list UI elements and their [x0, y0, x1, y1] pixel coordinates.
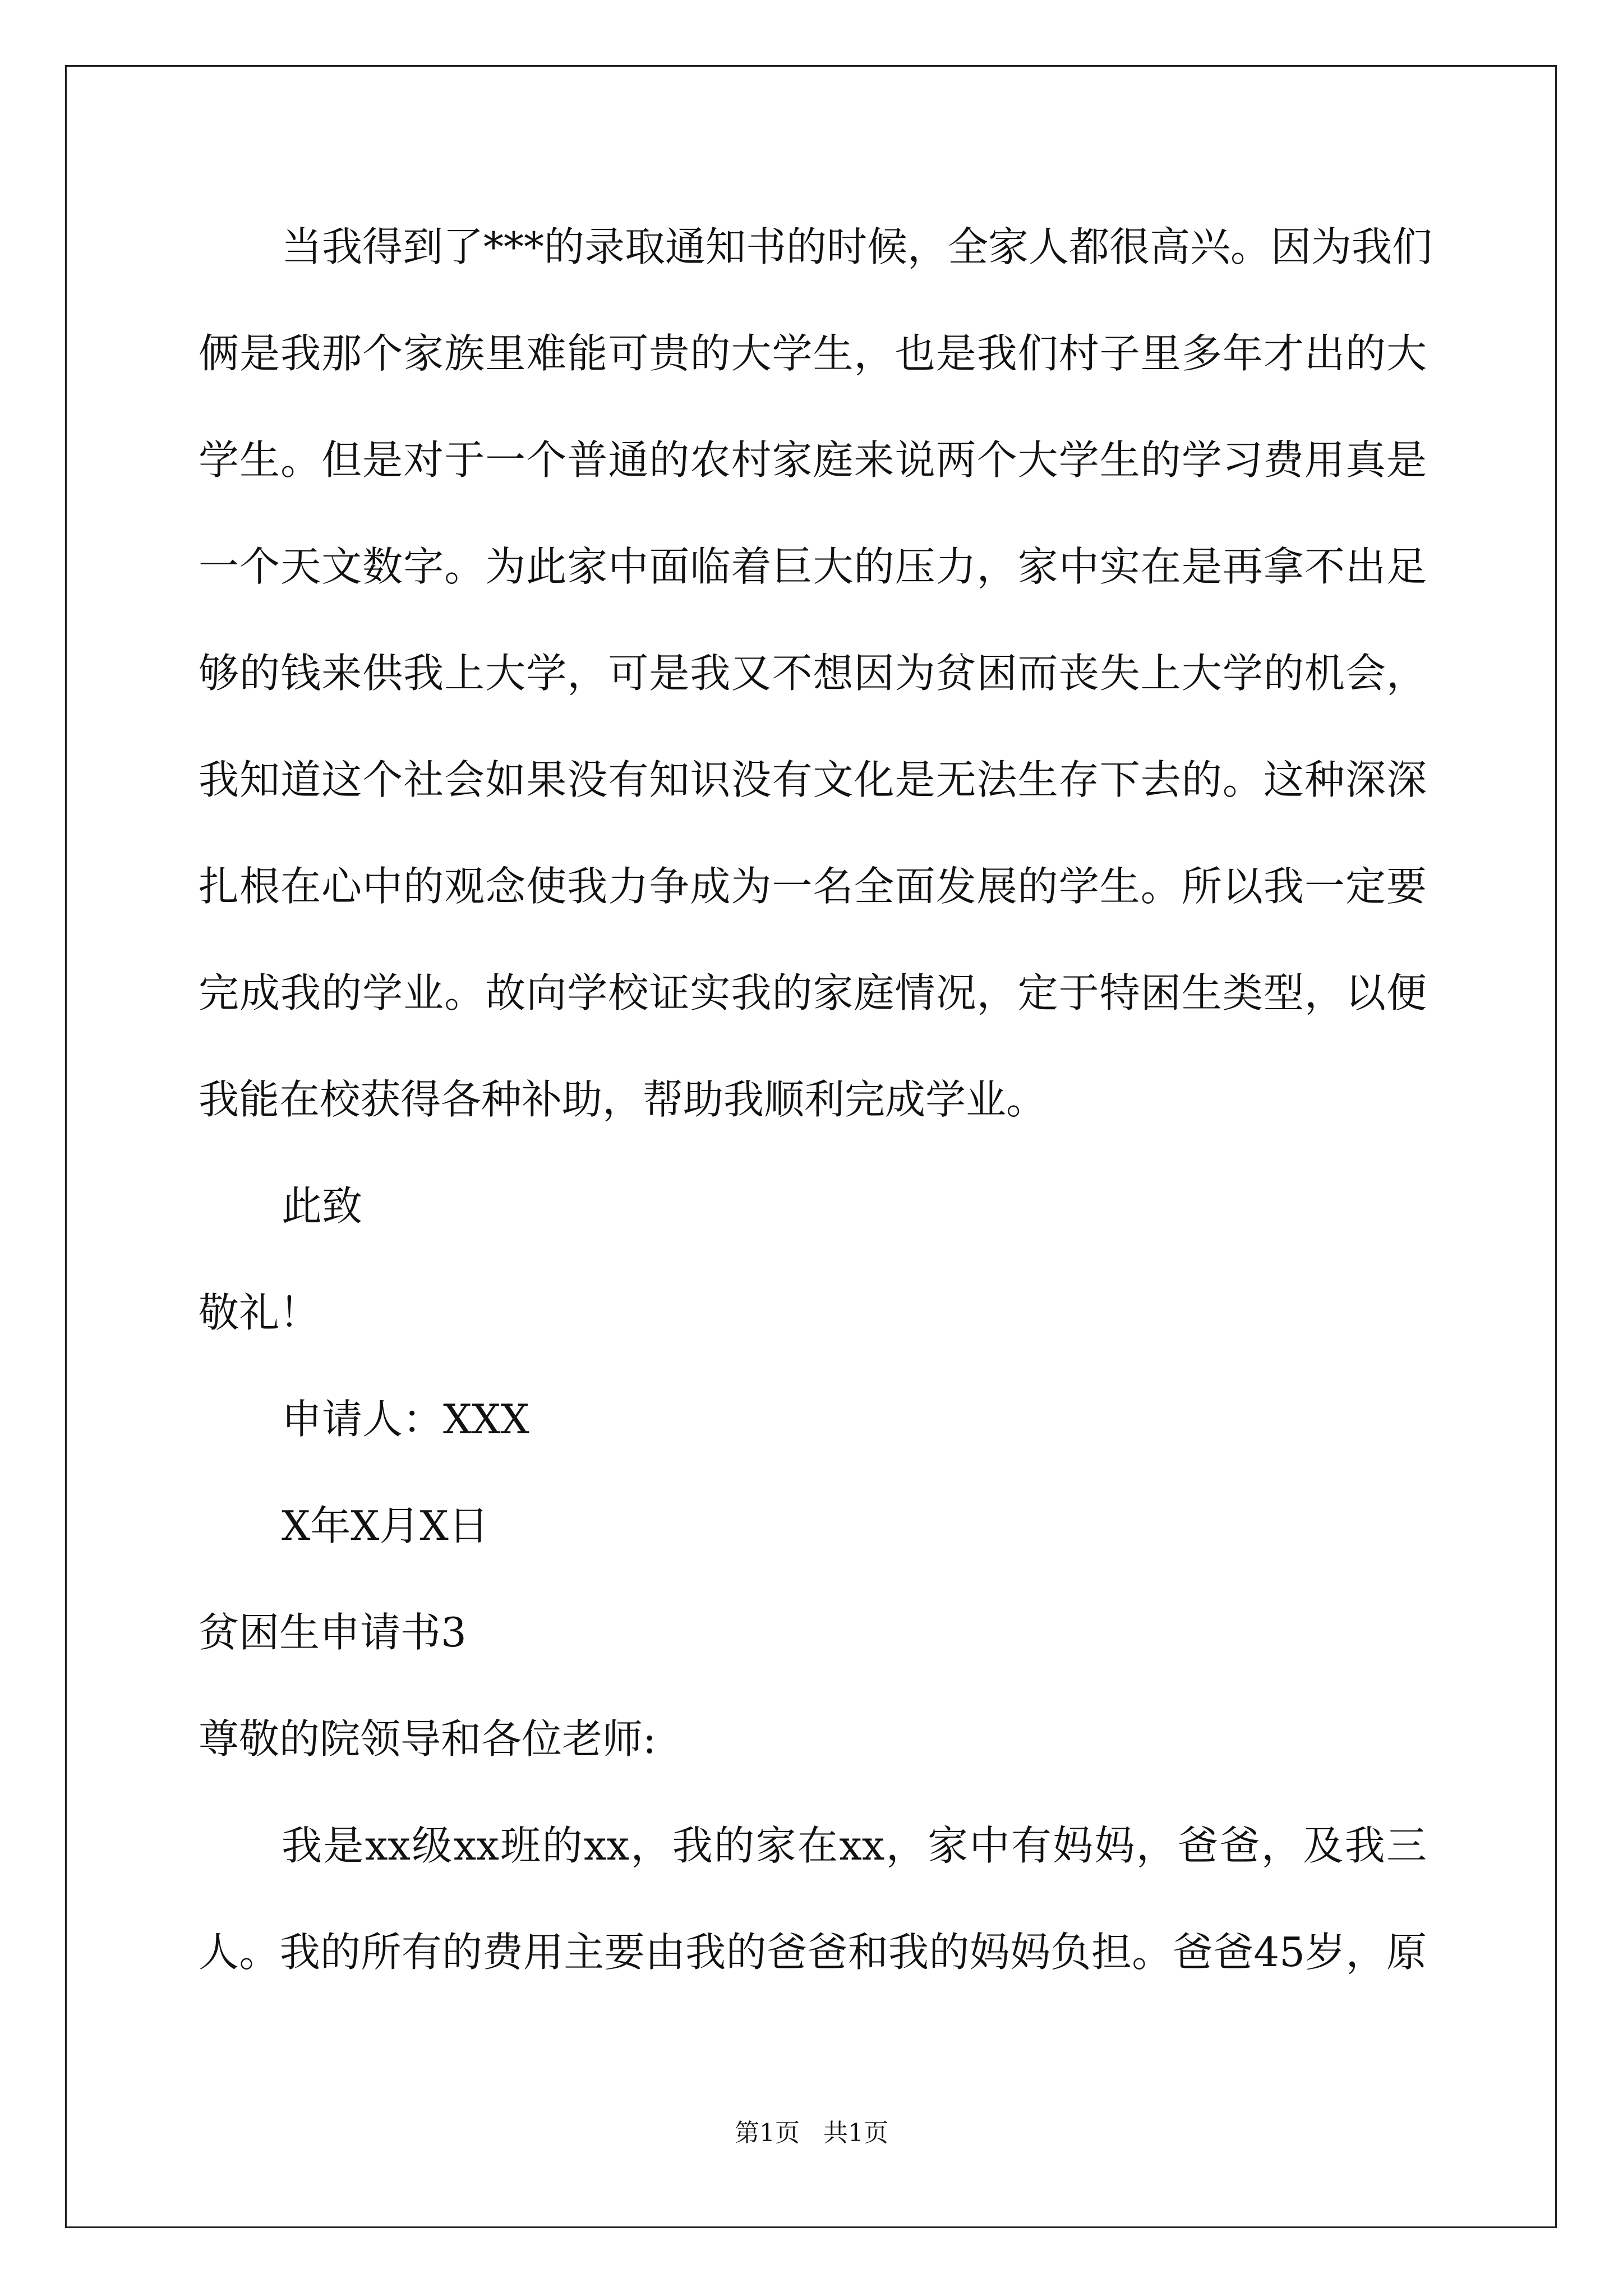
letter-greeting: 尊敬的院领导和各位老师:	[199, 1715, 657, 1763]
page-number-footer: 第1页 共1页	[735, 2119, 888, 2147]
paragraph-line-9: 我能在校获得各种补助，帮助我顺利完成学业。	[199, 1076, 1047, 1123]
paragraph-line-5: 够的钱来供我上大学，可是我又不想因为贫困而丧失上大学的机会，	[199, 650, 1427, 697]
paragraph-line-8: 完成我的学业。故向学校证实我的家庭情况，定于特困生类型，以便	[199, 969, 1427, 1016]
paragraph-line-4: 一个天文数字。为此家中面临着巨大的压力，家中实在是再拿不出足	[199, 543, 1427, 590]
paragraph-line-7: 扎根在心中的观念使我力争成为一名全面发展的学生。所以我一定要	[199, 863, 1427, 910]
paragraph-line-11: 人。我的所有的费用主要由我的爸爸和我的妈妈负担。爸爸45岁，原	[199, 1929, 1427, 1976]
paragraph-line-1: 当我得到了***的录取通知书的时候，全家人都很高兴。因为我们	[282, 223, 1433, 270]
date-line: X年X月X日	[282, 1502, 489, 1549]
section-heading: 贫困生申请书3	[199, 1609, 467, 1656]
document-body	[199, 194, 1433, 2005]
applicant-signature: 申请人：XXX	[282, 1396, 529, 1443]
paragraph-line-3: 学生。但是对于一个普通的农村家庭来说两个大学生的学习费用真是	[199, 436, 1427, 484]
paragraph-line-2: 俩是我那个家族里难能可贵的大学生，也是我们村子里多年才出的大	[199, 330, 1427, 377]
paragraph-line-10: 我是xx级xx班的xx，我的家在xx，家中有妈妈，爸爸，及我三	[282, 1822, 1427, 1869]
closing-salutation: 此致	[282, 1182, 363, 1230]
closing-regards: 敬礼！	[199, 1289, 320, 1336]
paragraph-line-6: 我知道这个社会如果没有知识没有文化是无法生存下去的。这种深深	[199, 756, 1427, 803]
